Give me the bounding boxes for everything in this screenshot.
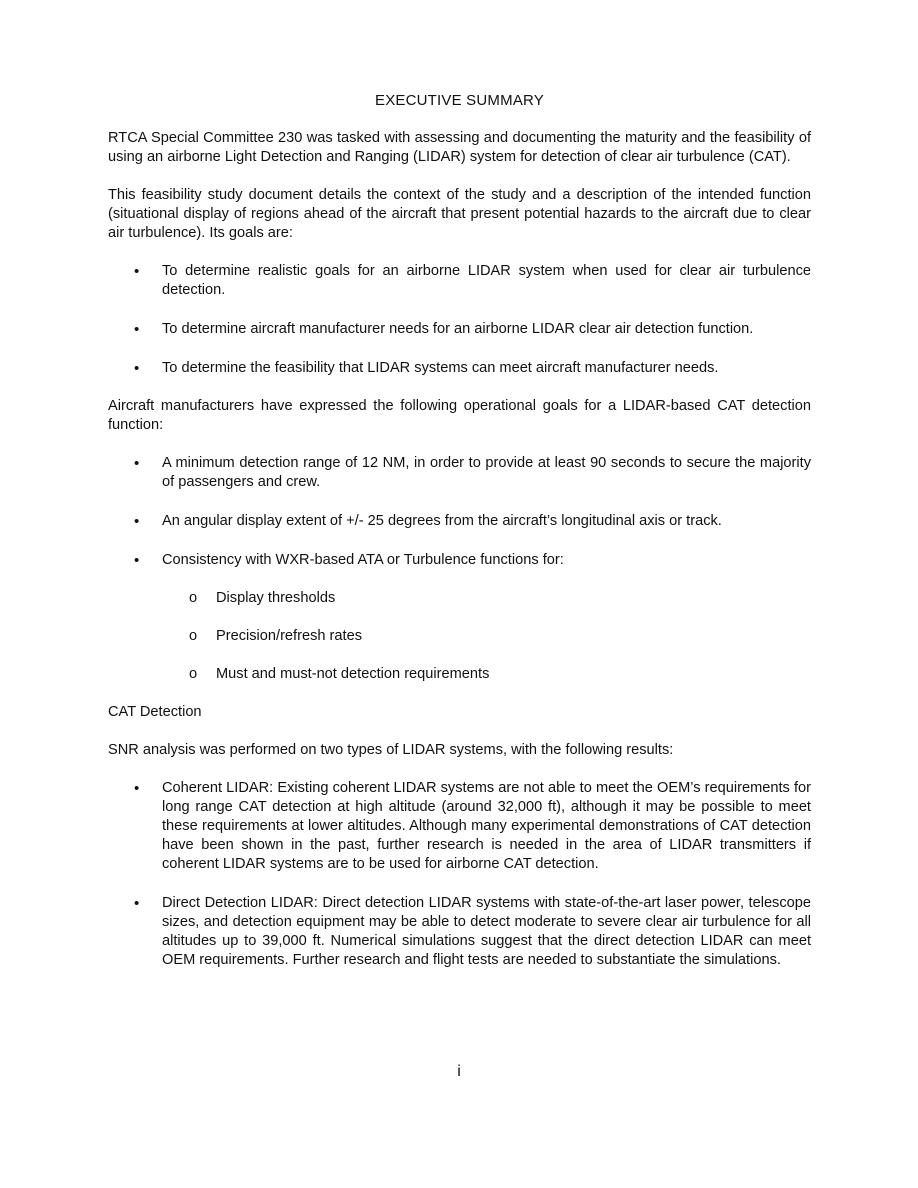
consistency-item-text: Display thresholds	[216, 590, 336, 606]
intro-paragraph: RTCA Special Committee 230 was tasked with assessing and documenting the maturity and the feasibility of using an airborne Light Detection and Ranging (LIDAR) system for detection of clear air turbulence (CAT).	[108, 130, 811, 165]
operational-goal-text: A minimum detection range of 12 NM, in order to provide at least 90 seconds to secure the majority of passengers and crew.	[162, 455, 811, 490]
list-item	[108, 551, 811, 684]
manufacturers-paragraph: Aircraft manufacturers have expressed the following operational goals for a LIDAR-based CAT detection function:	[108, 398, 811, 433]
list-item	[108, 894, 811, 970]
list-item	[108, 359, 811, 378]
snr-paragraph: SNR analysis was performed on two types of LIDAR systems, with the following results:	[108, 742, 674, 758]
sub-bullet-icon: o	[189, 590, 198, 606]
page-number: i	[457, 1063, 461, 1080]
sublist-item	[162, 627, 811, 646]
result-text: Direct Detection LIDAR: Direct detection LIDAR systems with state-of-the-art laser power, telescope sizes, and detection equipment may be able to detect moderate to severe clear air turbulence for all altitudes up to 39,000 ft. Numerical simulations suggest that the direct detection LIDAR can meet OEM requirements. Further research and flight tests are needed to substantiate the simulations.	[162, 895, 811, 968]
document-page	[108, 91, 811, 989]
results-list	[108, 779, 811, 970]
operational-goals-list	[108, 454, 811, 684]
section-heading: CAT Detection	[108, 704, 202, 720]
result-text: Coherent LIDAR: Existing coherent LIDAR systems are not able to meet the OEM’s requirements for long range CAT detection at high altitude (around 32,000 ft), although it may be possible to meet these requirements at lower altitudes. Although many experimental demonstrations of CAT detection have been shown in the past, further research is needed in the area of LIDAR transmitters if coherent LIDAR systems are to be used for airborne CAT detection.	[162, 780, 811, 872]
bullet-icon: •	[134, 455, 140, 472]
consistency-item-text: Must and must-not detection requirements	[216, 666, 490, 682]
operational-goal-text: Consistency with WXR-based ATA or Turbulence functions for:	[162, 552, 564, 568]
bullet-icon: •	[134, 780, 140, 797]
sub-bullet-icon: o	[189, 666, 198, 682]
bullet-icon: •	[134, 360, 140, 377]
goal-text: To determine aircraft manufacturer needs for an airborne LIDAR clear air detection function.	[162, 321, 754, 337]
bullet-icon: •	[134, 321, 140, 338]
sub-bullet-icon: o	[189, 628, 198, 644]
bullet-icon: •	[134, 263, 140, 280]
goal-text: To determine realistic goals for an airborne LIDAR system when used for clear air turbulence detection.	[162, 263, 811, 298]
goals-list	[108, 262, 811, 378]
goal-text: To determine the feasibility that LIDAR systems can meet aircraft manufacturer needs.	[162, 360, 719, 376]
operational-goal-text: An angular display extent of +/- 25 degrees from the aircraft’s longitudinal axis or track.	[162, 513, 722, 529]
consistency-item-text: Precision/refresh rates	[216, 628, 362, 644]
bullet-icon: •	[134, 513, 140, 530]
study-paragraph: This feasibility study document details the context of the study and a description of the intended function (situational display of regions ahead of the aircraft that present potential hazards to the aircraft due to clear air turbulence). Its goals are:	[108, 187, 811, 241]
list-item	[108, 454, 811, 492]
list-item	[108, 320, 811, 339]
bullet-icon: •	[134, 895, 140, 912]
consistency-sublist	[162, 589, 811, 684]
sublist-item	[162, 665, 811, 684]
page-title: EXECUTIVE SUMMARY	[375, 92, 544, 109]
sublist-item	[162, 589, 811, 608]
list-item	[108, 512, 811, 531]
list-item	[108, 779, 811, 874]
list-item	[108, 262, 811, 300]
bullet-icon: •	[134, 552, 140, 569]
